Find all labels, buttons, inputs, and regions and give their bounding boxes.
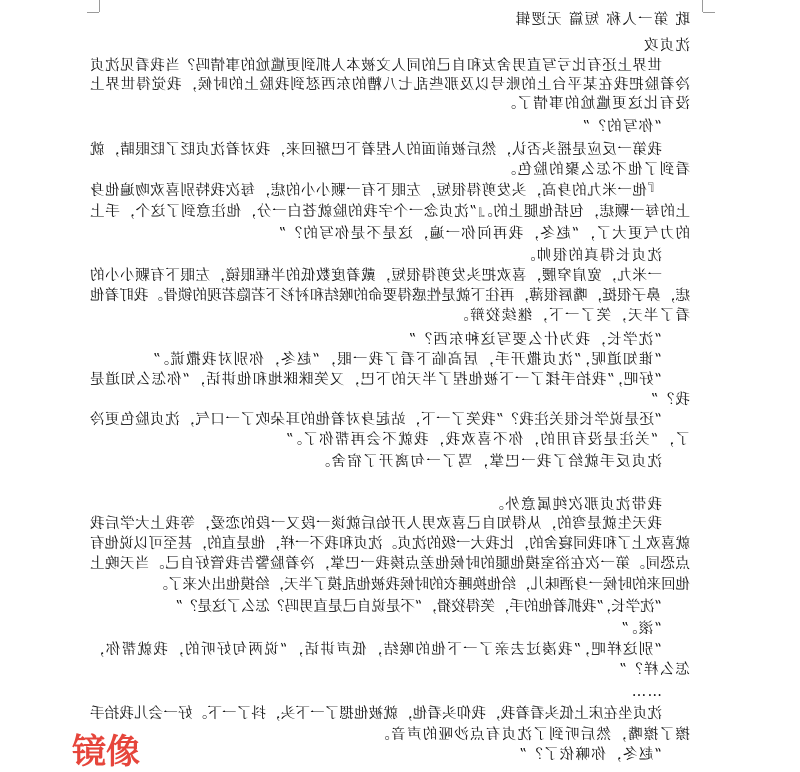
doc-line: “滚。” (620, 621, 662, 637)
doc-line: 世界上还有比亏写直男舍友和自己的同人文被本人抓到更尴尬的事情吗？当我看见沈贞 (90, 58, 662, 74)
doc-title-line: 耽 第一人称 短篇 无逻辑 (514, 12, 690, 28)
doc-line: 沈贞坐在床上低头看着我，我仰头看他，就被他摁了一下头，抖了一下。好一会儿我抬手 (90, 706, 662, 722)
doc-line: “好吧，”我抬手揉了一下被他捏了半天的下巴，又笑眯眯地和他讲话，“你怎么知道是 (90, 372, 662, 388)
doc-line: 痣，鼻子很挺，嘴唇很薄，再往下就是性感得要命的喉结和衬衫下若隐若现的锁骨。我盯着他 (90, 288, 690, 304)
doc-line: 看了半天，笑了一下，继续狡辩。 (453, 308, 690, 324)
doc-line: “沈学长，”我抓着他的手，笑得狡猾，“不是说自己是直男吗？怎么了这是？” (175, 599, 662, 615)
doc-line: “谁知道呢，”沈贞撒开手，居高临下看了我一眼，“赵冬，你别对我撒谎。” (151, 352, 662, 368)
doc-line: 我第一反应是摇头否认，然后被前面的人捏着下巴掰回来，我对着沈贞眨了眨眼睛，就 (90, 142, 662, 158)
doc-line: 一米九，宽肩窄腰，喜欢把头发剪得很短，戴着度数低的半框眼镜，左眼下有颗小小的 (90, 268, 662, 284)
doc-line: 怎么样？” (618, 662, 690, 678)
doc-line: 『他一米九的身高，头发剪得很短，左眼下有一颗小小的痣，每次我特别喜欢吻遍他身 (90, 183, 662, 199)
doc-line: “赵冬，你嘛依了？” (518, 747, 662, 763)
doc-line: “你写的？” (581, 119, 662, 135)
doc-line: 我带沈贞那次纯属意外。 (488, 497, 662, 513)
doc-line: 的力气更大了，“赵冬，我再问你一遍，这是不是你写的？” (277, 226, 690, 242)
doc-line: 擦了擦嘴，然后听到了沈贞有点沙哑的声音。 (374, 727, 690, 743)
doc-line: 了，“关注是没有用的，你不喜欢我，我就不会再帮你了。” (284, 432, 690, 448)
doc-line: 他回来的时候一身酒味儿，给他换睡衣的时候我被他乱摸了半天，给摸他出火来了。 (153, 577, 690, 593)
doc-line: 看到了他不怎么聚的脸色。 (500, 162, 690, 178)
doc-line: “别这样吧，”我凑过去亲了一下他的喉结，低声讲话，“说两句好听的，我就帮你， (90, 642, 662, 658)
doc-line: 没有比这更尴尬的事情了。 (500, 96, 690, 112)
doc-line: 就喜欢上了和我同寝舍的，比我大一级的沈贞。沈贞和我不一样，他是直的，甚至可以说他有 (90, 536, 690, 552)
doc-line: 我？” (649, 392, 690, 408)
doc-line: 点恐同。第一次在浴室摸他腿的时候他差点揍我一巴掌，冷着脸警告我管好自己。当天晚上 (90, 556, 690, 572)
doc-line: 冷着脸把我在某平台上的账号以及那些乱七八糟的东西怼到我脸上的时候，我觉得世界上 (90, 77, 690, 93)
doc-line: 上的每一颗痣，包括他腿上的。』”沈贞念一个字我的脸就苍白一分，他注意到了这个，手上 (90, 204, 690, 220)
doc-line: “还是说学长很关注我？”我笑了一下，站起身对着他的耳朵吹了一口气，沈贞脸色更冷 (90, 412, 662, 428)
mirror-watermark-label: 镜像 (72, 732, 140, 772)
doc-line: 我天生就是弯的，从得知自己喜欢男人开始后就谈一段又一段的恋爱，等我上大学后我 (90, 516, 662, 532)
doc-ellipsis-line: …… (630, 684, 662, 700)
doc-line: 沈贞反手就给了我一巴掌，骂了一句离开了宿舍。 (314, 454, 662, 470)
doc-subtitle-line: 沈贞攻 (642, 38, 690, 54)
doc-line: “沈学长，我为什么要写这种东西？” (407, 332, 662, 348)
doc-line: 沈贞长得真的很帅。 (519, 248, 662, 264)
